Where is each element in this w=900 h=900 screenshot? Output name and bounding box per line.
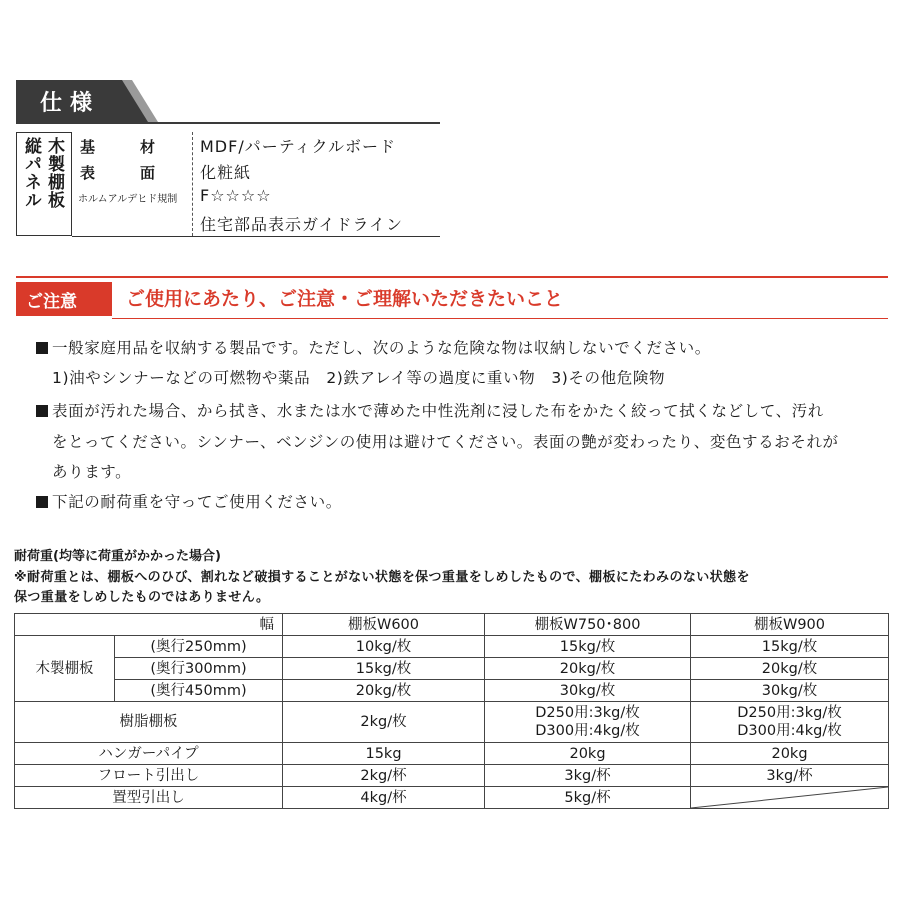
wood-shelf-label: 木製棚板 — [15, 636, 115, 702]
table-row — [15, 765, 889, 787]
bullet-square-icon — [36, 405, 48, 417]
spec-label-base: 基材 — [80, 138, 201, 156]
depth-label: (奥行250mm) — [115, 636, 283, 658]
diagonal-slash-icon — [691, 787, 888, 808]
header-w600: 棚板W600 — [283, 614, 485, 636]
cell-value: 15kg/枚 — [691, 636, 889, 658]
cell-value: D300用:4kg/枚 — [737, 723, 842, 739]
caution-bottom-rule — [112, 318, 888, 319]
notice-3 — [36, 490, 342, 512]
table-row — [15, 636, 889, 658]
load-note-line1: ※耐荷重とは、棚板へのひび、割れなど破損することがない状態を保つ重量をしめしたもので、棚板にたわみのない状態を — [14, 570, 750, 585]
bullet-square-icon — [36, 496, 48, 508]
table-row — [15, 787, 889, 809]
spec-category-box — [16, 132, 72, 236]
cell-value-double — [485, 702, 691, 743]
depth-label: (奥行450mm) — [115, 680, 283, 702]
spec-label-formaldehyde: ホルムアルデヒド規制 — [78, 194, 178, 205]
load-title: 耐荷重(均等に荷重がかかった場合) — [14, 549, 221, 564]
spec-value-surface: 化粧紙 — [200, 163, 252, 182]
cell-value: 20kg/枚 — [691, 658, 889, 680]
cell-value: 4kg/杯 — [283, 787, 485, 809]
cell-value: 15kg/枚 — [283, 658, 485, 680]
float-drawer-label: フロート引出し — [15, 765, 283, 787]
cell-value: 3kg/杯 — [485, 765, 691, 787]
caution-label: ご注意 — [26, 292, 77, 312]
notice-2-text: 表面が汚れた場合、から拭き、水または水で薄めた中性洗剤に浸した布をかたく絞って拭くなどして、汚れ — [52, 402, 824, 420]
cell-value: 30kg/枚 — [485, 680, 691, 702]
spec-category-vertical-panel: 縦パネル — [21, 137, 41, 209]
table-header-row — [15, 614, 889, 636]
table-row — [15, 743, 889, 765]
notice-2-line3: あります。 — [52, 463, 132, 481]
header-w900: 棚板W900 — [691, 614, 889, 636]
spec-value-formaldehyde: F☆☆☆☆ — [200, 186, 272, 205]
depth-label: (奥行300mm) — [115, 658, 283, 680]
table-row — [15, 658, 889, 680]
notice-2-line1 — [36, 399, 824, 421]
table-row — [15, 680, 889, 702]
spec-value-base: MDF/パーティクルボード — [200, 137, 396, 156]
cell-value: 2kg/杯 — [283, 765, 485, 787]
cell-value: 30kg/枚 — [691, 680, 889, 702]
cell-value: 20kg/枚 — [485, 658, 691, 680]
notice-2-line2: をとってください。シンナー、ベンジンの使用は避けてください。表面の艶が変わったり、変色するおそれが — [52, 433, 839, 451]
notice-1 — [36, 336, 711, 358]
cell-value: 10kg/枚 — [283, 636, 485, 658]
cell-value: 20kg/枚 — [283, 680, 485, 702]
cell-value: 15kg — [283, 743, 485, 765]
placed-drawer-label: 置型引出し — [15, 787, 283, 809]
hanger-pipe-label: ハンガーパイプ — [15, 743, 283, 765]
spec-title: 仕様 — [40, 91, 101, 116]
cell-value: D300用:4kg/枚 — [535, 723, 640, 739]
cell-value-double — [691, 702, 889, 743]
cell-value: 3kg/杯 — [691, 765, 889, 787]
cell-value: 15kg/枚 — [485, 636, 691, 658]
header-w750-800: 棚板W750･800 — [485, 614, 691, 636]
cell-value: D250用:3kg/枚 — [535, 705, 640, 721]
notice-1-sub: 1)油やシンナーなどの可燃物や薬品 2)鉄アレイ等の過度に重い物 3)その他危険物 — [52, 369, 666, 387]
caution-top-rule — [16, 276, 888, 278]
load-note-line2: 保つ重量をしめしたものではありません。 — [14, 590, 270, 605]
table-row — [15, 702, 889, 743]
spec-header-rule — [16, 122, 440, 124]
cell-value: 20kg — [691, 743, 889, 765]
load-table — [14, 613, 889, 809]
cell-value: 5kg/杯 — [485, 787, 691, 809]
notice-1-text: 一般家庭用品を収納する製品です。ただし、次のような危険な物は収納しないでください。 — [52, 339, 711, 357]
spec-bottom-rule — [72, 236, 440, 237]
not-applicable-cell — [691, 787, 889, 809]
caution-headline: ご使用にあたり、ご注意・ご理解いただきたいこと — [126, 288, 564, 310]
spec-category-wood-shelf: 木製棚板 — [44, 137, 64, 209]
resin-shelf-label: 樹脂棚板 — [15, 702, 283, 743]
header-width-label: 幅 — [15, 614, 283, 636]
cell-value: 2kg/枚 — [283, 702, 485, 743]
bullet-square-icon — [36, 342, 48, 354]
cell-value: D250用:3kg/枚 — [737, 705, 842, 721]
spec-value-guideline: 住宅部品表示ガイドライン — [200, 215, 404, 234]
notice-3-text: 下記の耐荷重を守ってご使用ください。 — [52, 493, 342, 511]
spec-label-surface: 表面 — [80, 164, 201, 182]
spec-divider — [192, 132, 193, 236]
cell-value: 20kg — [485, 743, 691, 765]
